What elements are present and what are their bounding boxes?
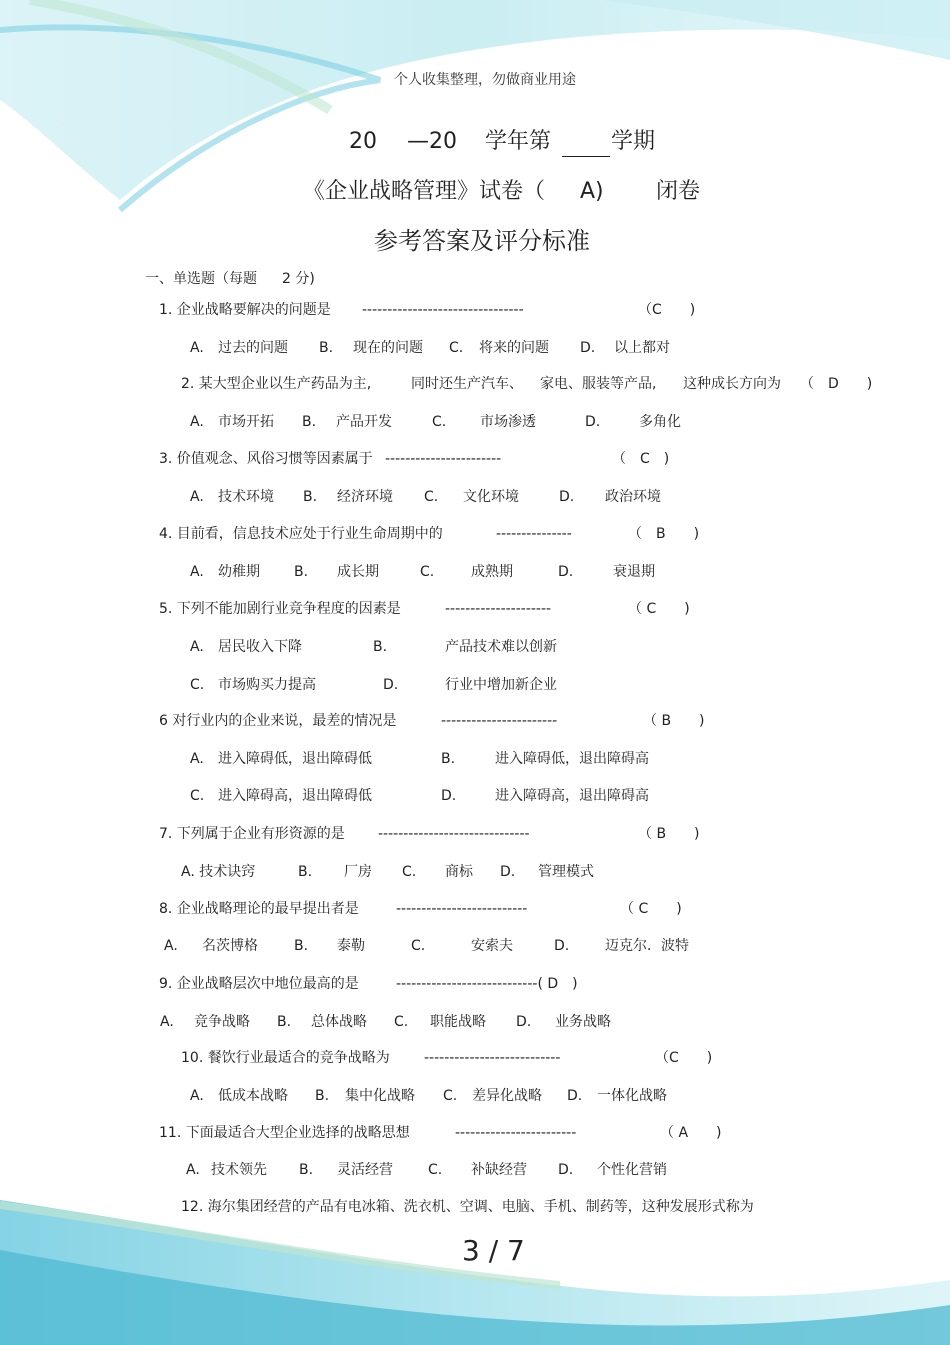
option-text: 市场购买力提高 [218,677,316,693]
option-text: 政治环境 [605,489,661,505]
question-stem: 11. 下面最适合大型企业选择的战略思想 [159,1125,410,1141]
question-dash: ------------------------------ [378,826,530,842]
option-text: 行业中增加新企业 [445,677,557,693]
option-text: 灵活经营 [337,1162,393,1178]
year-label: 学年第 [485,129,552,154]
option-text: 进入障碍高，退出障碍低 [218,788,372,804]
course-name: 《企业战略管理》试卷（ [303,179,546,204]
option-text: 现在的问题 [353,340,423,356]
option-text: 低成本战略 [218,1088,288,1104]
year-end: —20 [407,129,457,154]
option-text: 个性化营销 [597,1162,667,1178]
exam-type: 闭卷 [656,179,701,204]
option-text: 成熟期 [471,564,513,580]
option-text: A. 技术诀窍 [181,864,256,880]
question-stem: 7. 下列属于企业有形资源的是 [159,826,345,842]
option-text: 将来的问题 [479,340,549,356]
question-dash: --------------------------- [424,1050,561,1066]
option-letter: A. [186,1162,200,1178]
option-text: 衰退期 [613,564,655,580]
question-answer: （ A ) [660,1125,722,1141]
year-start: 20 [349,129,377,154]
option-letter: A. [190,639,204,655]
question-dash: --------------------- [445,601,552,617]
option-letter: C. [420,564,435,580]
question-dash: ----------------------- [385,451,502,467]
option-text: 居民收入下降 [218,639,302,655]
option-text: 过去的问题 [218,340,288,356]
question-stem-part: 同时还生产汽车、 [411,376,523,392]
option-letter: C. [443,1088,458,1104]
question-stem-part: 这种成长方向为 [683,376,781,392]
question-dash: ----------------------- [441,713,558,729]
option-letter: D. [585,414,601,430]
option-text: 厂房 [344,864,372,880]
option-text: 一体化战略 [597,1088,667,1104]
option-letter: A. [190,751,204,767]
question-stem: 10. 餐饮行业最适合的竞争战略为 [181,1050,390,1066]
question-dash: -------------------------- [396,901,528,917]
option-text: 补缺经营 [471,1162,527,1178]
option-text: 技术环境 [218,489,274,505]
option-text: 幼稚期 [218,564,260,580]
question-dash: -------------------------------- [362,302,524,318]
option-letter: B. [277,1014,292,1030]
option-letter: C. [424,489,439,505]
option-letter: B. [302,414,317,430]
option-letter: D. [580,340,596,356]
question-answer: （ C ) [620,901,682,917]
question-stem: 9. 企业战略层次中地位最高的是 [159,976,359,992]
question-stem: 4. 目前看，信息技术应处于行业生命周期中的 [159,526,443,542]
question-answer: ----------------------------( D ) [396,976,578,992]
option-text: 以上都对 [614,340,670,356]
question-dash: ------------------------ [455,1125,577,1141]
option-letter: D. [567,1088,583,1104]
option-letter: D. [516,1014,532,1030]
option-text: 泰勒 [337,938,365,954]
option-text: 总体战略 [311,1014,367,1030]
option-letter: A. [190,489,204,505]
option-letter: C. [449,340,464,356]
section-score: 2 分) [282,271,315,287]
option-letter: D. [558,564,574,580]
option-letter: D. [559,489,575,505]
question-stem: 8. 企业战略理论的最早提出者是 [159,901,359,917]
question-answer: （C ) [655,1050,713,1066]
option-letter: D. [500,864,516,880]
answer-title: 参考答案及评分标准 [374,227,590,255]
option-letter: A. [190,1088,204,1104]
option-text: 业务战略 [555,1014,611,1030]
option-letter: D. [558,1162,574,1178]
option-letter: D. [441,788,457,804]
option-letter: D. [554,938,570,954]
option-letter: C. [402,864,417,880]
option-letter: D. [383,677,399,693]
option-text: 竞争战略 [194,1014,250,1030]
option-text: 进入障碍低，退出障碍高 [495,751,649,767]
option-letter: B. [303,489,318,505]
question-stem: 2. 某大型企业以生产药品为主, [181,376,372,392]
option-text: 成长期 [337,564,379,580]
question-stem-part: 家电、服装等产品, [540,376,657,392]
question-stem: 6 对行业内的企业来说，最差的情况是 [159,713,397,729]
option-text: 市场渗透 [480,414,536,430]
term-label: 学期 [611,129,656,154]
option-letter: A. [160,1014,174,1030]
option-letter: B. [373,639,388,655]
question-answer: （ B ) [643,713,705,729]
option-text: 经济环境 [337,489,393,505]
question-stem: 5. 下列不能加剧行业竞争程度的因素是 [159,601,401,617]
option-text: 安索夫 [471,938,513,954]
option-letter: A. [190,414,204,430]
option-text: 技术领先 [211,1162,267,1178]
option-letter: B. [315,1088,330,1104]
option-letter: A. [190,564,204,580]
paper-variant: A) [580,179,604,204]
term-blank [562,138,610,157]
option-text: 职能战略 [430,1014,486,1030]
option-letter: C. [190,788,205,804]
option-text: 进入障碍高，退出障碍高 [495,788,649,804]
option-text: 集中化战略 [345,1088,415,1104]
question-stem: 12. 海尔集团经营的产品有电冰箱、洗衣机、空调、电脑、手机、制药等，这种发展形式称为 [181,1199,754,1215]
question-answer: （ C ) [628,601,690,617]
question-stem: 3. 价值观念、风俗习惯等因素属于 [159,451,373,467]
option-text: 名茨博格 [202,938,258,954]
option-letter: C. [432,414,447,430]
header-note: 个人收集整理，勿做商业用途 [394,72,576,88]
option-letter: A. [190,340,204,356]
question-stem: 1. 企业战略要解决的问题是 [159,302,331,318]
question-answer: （ D ) [800,376,873,392]
option-letter: B. [319,340,334,356]
option-text: 产品技术难以创新 [445,639,557,655]
option-text: 市场开拓 [218,414,274,430]
question-answer: （C ) [638,302,696,318]
option-text: 进入障碍低，退出障碍低 [218,751,372,767]
question-answer: （ C ) [612,451,670,467]
question-dash: --------------- [496,526,572,542]
question-answer: （ B ) [628,526,700,542]
option-text: 迈克尔．波特 [605,938,689,954]
section-heading: 一、单选题（每题 [145,271,257,287]
option-text: 商标 [445,864,473,880]
option-text: 差异化战略 [472,1088,542,1104]
question-answer: （ B ) [638,826,700,842]
option-letter: C. [428,1162,443,1178]
option-letter: C. [190,677,205,693]
option-letter: A. [164,938,178,954]
option-letter: B. [299,1162,314,1178]
option-text: 多角化 [639,414,681,430]
option-letter: C. [411,938,426,954]
option-letter: B. [441,751,456,767]
option-text: 文化环境 [463,489,519,505]
option-letter: B. [294,564,309,580]
page-number: 3 / 7 [462,1234,525,1267]
option-letter: C. [394,1014,409,1030]
option-text: 产品开发 [336,414,392,430]
option-letter: B. [294,938,309,954]
option-letter: B. [298,864,313,880]
option-text: 管理模式 [538,864,594,880]
